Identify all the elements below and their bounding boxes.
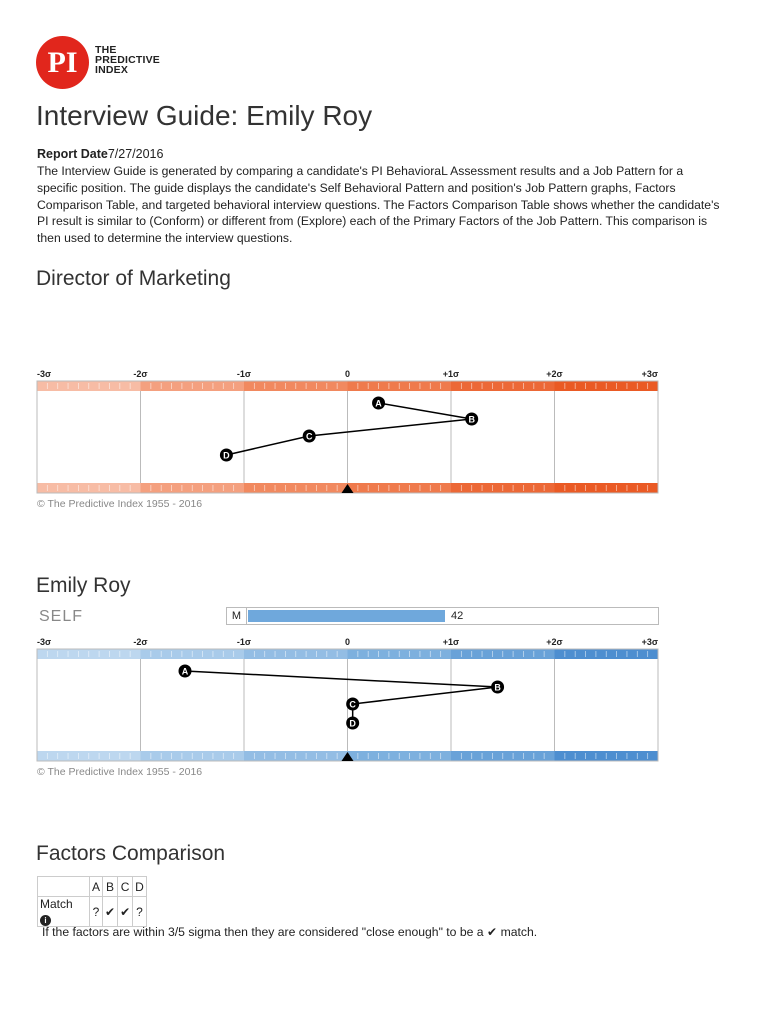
job-tick-label: +1σ (442, 369, 460, 379)
self-point-label: B (494, 682, 501, 693)
job-factor-line (226, 403, 471, 455)
job-point-label: B (468, 414, 475, 425)
job-tick-label: -3σ (37, 369, 52, 379)
report-date (37, 147, 163, 161)
job-point-label: A (375, 398, 382, 409)
self-tick-label: -1σ (236, 637, 252, 647)
match-label-cell (38, 897, 90, 927)
self-tick-label: +1σ (442, 637, 460, 647)
logo-monogram: PI (36, 36, 89, 89)
job-tick-label: 0 (344, 369, 351, 379)
job-heading: Director of Marketing (36, 267, 231, 290)
self-chart-copyright: © The Predictive Index 1955 - 2016 (37, 766, 203, 778)
self-tick-label: -3σ (37, 637, 52, 647)
logo-line-2: PREDICTIVE (95, 54, 161, 66)
report-date-label: Report Date (37, 147, 108, 161)
person-heading: Emily Roy (36, 574, 131, 597)
self-point-label: A (181, 666, 189, 677)
logo-line-1: THE (95, 44, 117, 56)
factor-match-d: ? (133, 897, 147, 927)
factors-header-row (38, 877, 147, 897)
factors-heading: Factors Comparison (36, 842, 226, 865)
job-tick-label: -2σ (133, 369, 148, 379)
job-pattern-chart (30, 366, 670, 502)
factor-header-c: C (118, 877, 133, 897)
m-bar-label: M (227, 608, 247, 624)
pi-logo (36, 36, 186, 88)
factor-match-a: ? (90, 897, 103, 927)
factors-note (42, 925, 537, 939)
factor-header-a: A (90, 877, 103, 897)
m-bar-fill (248, 610, 445, 622)
self-pattern-chart (30, 634, 670, 770)
match-label: Match (40, 897, 73, 911)
note-text-before: If the factors are within 3/5 sigma then they are considered "close enough" to be a (42, 925, 484, 939)
self-tick-label: -2σ (133, 637, 148, 647)
job-tick-label: +2σ (546, 369, 563, 379)
note-text-after: match. (500, 925, 538, 939)
intro-paragraph: The Interview Guide is generated by comparing a candidate's PI BehavioraL Assessment results and a Job Pattern for a specific position. The guide displays the candidate's Self Behavioral Pattern and position's Job Pattern graphs, Factors Comparison Table, and targeted behavioral interview questions. The Factors Comparison Table shows whether the candidate's PI result is similar to (Conform) or different from (Explore) each of the Primary Factors of the Job Pattern. This comparison is then used to determine the interview questions. (37, 164, 720, 246)
self-point-label: D (349, 718, 356, 729)
info-icon[interactable]: i (40, 915, 51, 926)
job-tick-label: +3σ (641, 369, 658, 379)
job-point-label: D (223, 450, 230, 461)
note-check-icon: ✔ (486, 925, 498, 939)
self-tick-label: +3σ (641, 637, 658, 647)
factor-match-b: ✔ (103, 897, 118, 927)
self-point-label: C (349, 699, 356, 710)
factors-match-row (38, 897, 147, 927)
factor-match-c: ✔ (118, 897, 133, 927)
self-tick-label: +2σ (546, 637, 563, 647)
page-title: Interview Guide: Emily Roy (36, 100, 373, 131)
logo-line-3: INDEX (95, 64, 129, 76)
job-point-label: C (305, 431, 313, 442)
m-bar (226, 607, 659, 625)
factor-header-b: B (103, 877, 118, 897)
factors-table (37, 876, 147, 927)
logo-wordmark (95, 45, 185, 75)
report-date-value: 7/27/2016 (107, 147, 164, 161)
self-label: SELF (39, 608, 84, 625)
m-bar-value: 42 (451, 610, 464, 622)
factors-corner-cell (38, 877, 90, 897)
job-tick-label: -1σ (236, 369, 252, 379)
job-chart-copyright: © The Predictive Index 1955 - 2016 (37, 498, 203, 510)
self-tick-label: 0 (344, 637, 351, 647)
factor-header-d: D (133, 877, 147, 897)
